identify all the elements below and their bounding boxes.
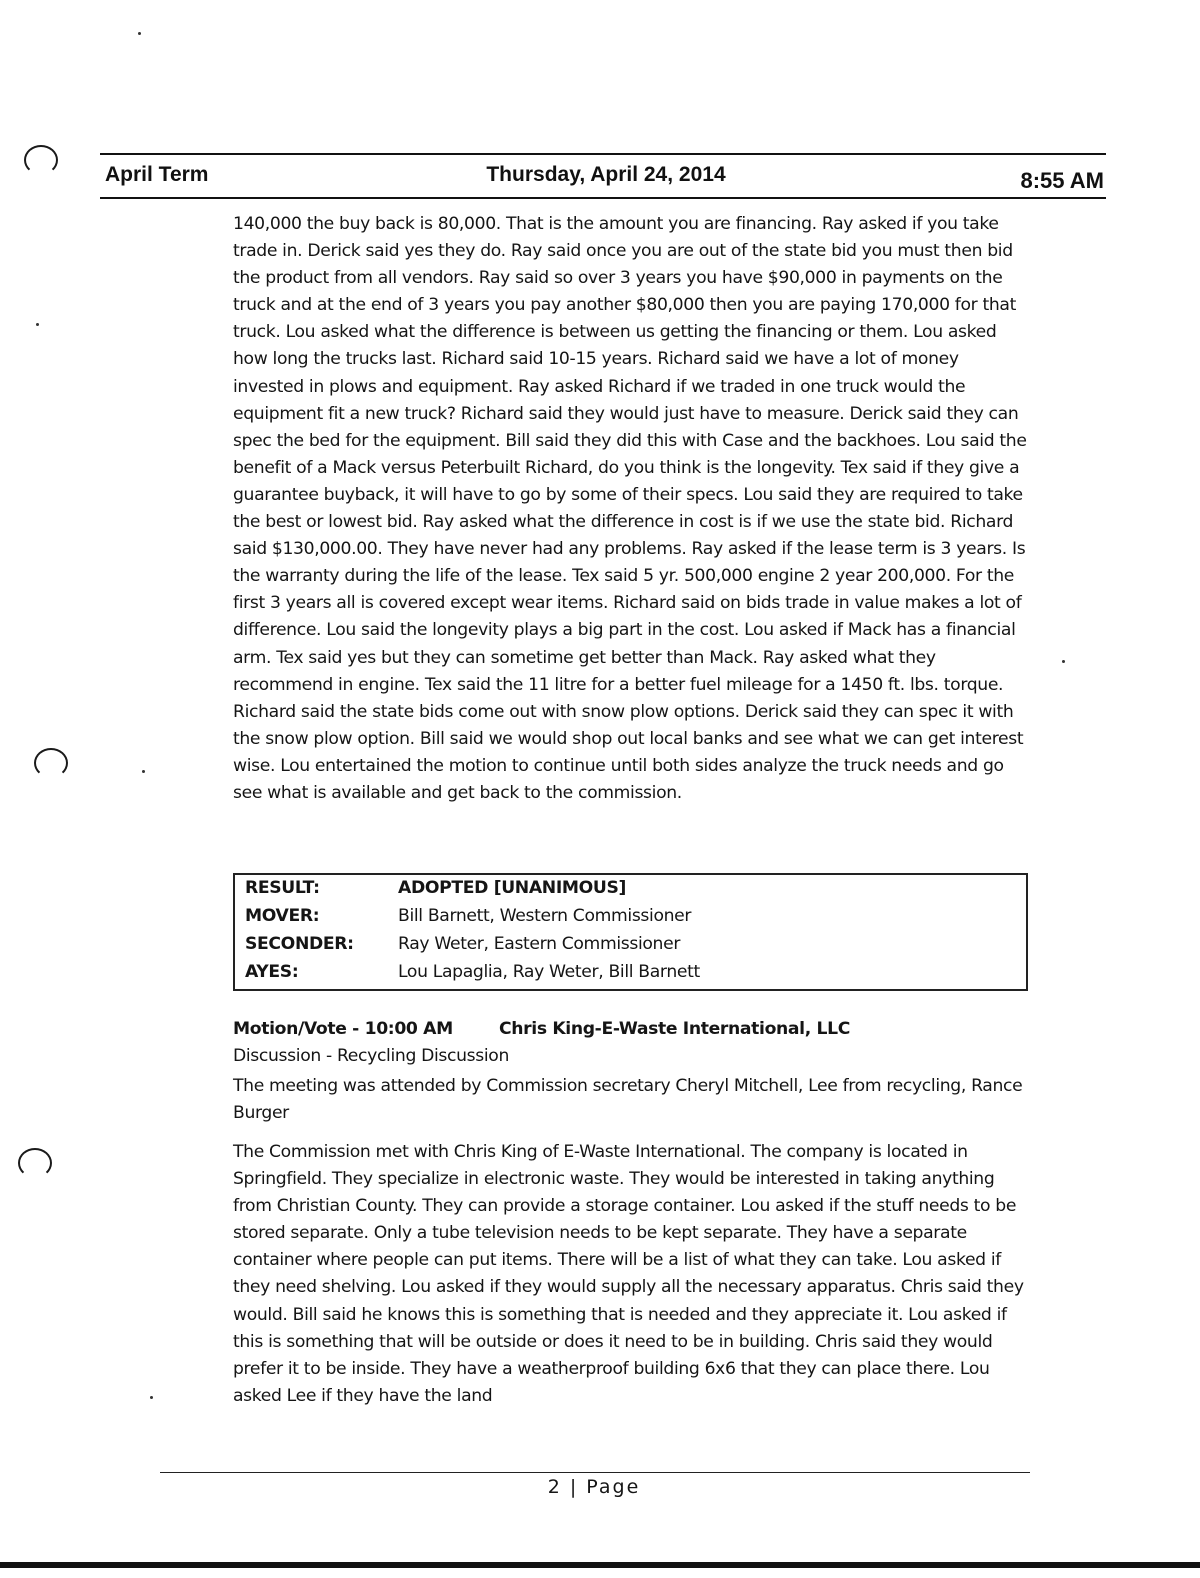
- minutes-paragraph-truck: 140,000 the buy back is 80,000. That is the amount you are financing. Ray asked if you take trade in. Derick said yes they do. Ray said once you are out of the state bid you must then bid the product from all vendors. Ray said so over 3 years you have $90,000 in payments on the truck and at the end of 3 years you pay another $80,000 then you are paying 170,000 for that truck. Lou asked what the difference is between us getting the financing or them. Lou asked how long the trucks last. Richard said 10-15 years. Richard said we have a lot of money invested in plows and equipment. Ray asked Richard if we traded in one truck would the equipment fit a new truck? Richard said they would just have to measure. Derick said they can spec the bed for the equipment. Bill said they did this with Case and the backhoes. Lou said the benefit of a Mack versus Peterbuilt Richard, do you think is the longevity. Tex said if they give a guarantee buyback, it will have to go by some of their specs. Lou said they are required to take the best or lowest bid. Ray asked what the difference in cost is if we use the state bid. Richard said $130,000.00. They have never had any problems. Ray asked if the lease term is 3 years. Is the warranty during the life of the lease. Tex said 5 yr. 500,000 engine 2 year 200,000. For the first 3 years all is covered except wear items. Richard said on bids trade in value makes a lot of difference. Lou said the longevity plays a big part in the cost. Lou asked if Mack has a financial arm. Tex said yes but they can sometime get better than Mack. Ray asked what they recommend in engine. Tex said the 11 litre for a better fuel mileage for a 1450 ft. lbs. torque. Richard said the state bids come out with snow plow options. Derick said they can spec it with the snow plow option. Bill said we would shop out local banks and see what we can get interest wise. Lou entertained the motion to continue until both sides analyze the truck needs and go see what is available and get back to the commission.: [233, 214, 1027, 803]
- seconder-value: Ray Weter, Eastern Commissioner: [398, 934, 681, 954]
- attendance-line: The meeting was attended by Commission secretary Cheryl Mitchell, Lee from recycling, Rance Burger: [233, 1076, 1023, 1124]
- header-date: Thursday, April 24, 2014: [486, 163, 726, 186]
- punch-hole-bottom: [18, 1148, 52, 1178]
- motion-company: Chris King-E-Waste International, LLC: [499, 1019, 850, 1039]
- mover-value: Bill Barnett, Western Commissioner: [398, 906, 692, 926]
- scan-speck: [142, 770, 145, 773]
- mover-label: MOVER:: [245, 906, 320, 926]
- scan-bottom-edge: [0, 1562, 1200, 1568]
- scan-speck: [1062, 660, 1065, 663]
- header-term: April Term: [105, 163, 209, 186]
- ayes-label: AYES:: [245, 962, 299, 982]
- scan-speck: [138, 32, 141, 35]
- page-number: 2 | Page: [547, 1476, 641, 1498]
- header-time: 8:55 AM: [1020, 168, 1104, 193]
- footer-rule: [160, 1472, 1030, 1473]
- header-top-rule: [100, 153, 1106, 155]
- motion-heading: [233, 1019, 850, 1039]
- minutes-paragraph-ewaste: The Commission met with Chris King of E-Waste International. The company is located in Springfield. They specialize in electronic waste. They would be interested in taking anything from Christian County. They can provide a storage container. Lou asked if the stuff needs to be stored separate. Only a tube television needs to be kept separate. They have a separate container where people can put items. There will be a list of what they can take. Lou asked if they need shelving. Lou asked if they would supply all the necessary apparatus. Chris said they would. Bill said he knows this is something that is needed and they appreciate it. Lou asked if this is something that will be outside or does it need to be in building. Chris said they would prefer it to be inside. They have a weatherproof building 6x6 that they can place there. Lou asked Lee if they have the land: [233, 1142, 1024, 1406]
- motion-label: Motion/Vote - 10:00 AM: [233, 1019, 453, 1039]
- punch-hole-middle: [34, 748, 68, 778]
- discussion-line: Discussion - Recycling Discussion: [233, 1046, 510, 1066]
- scan-speck: [150, 1396, 153, 1399]
- result-value: ADOPTED [UNANIMOUS]: [398, 878, 627, 898]
- ayes-value: Lou Lapaglia, Ray Weter, Bill Barnett: [398, 962, 700, 982]
- scan-speck: [36, 323, 39, 326]
- header-bottom-rule: [100, 197, 1106, 199]
- vote-result-box: [233, 873, 1028, 991]
- result-label: RESULT:: [245, 878, 320, 898]
- seconder-label: SECONDER:: [245, 934, 354, 954]
